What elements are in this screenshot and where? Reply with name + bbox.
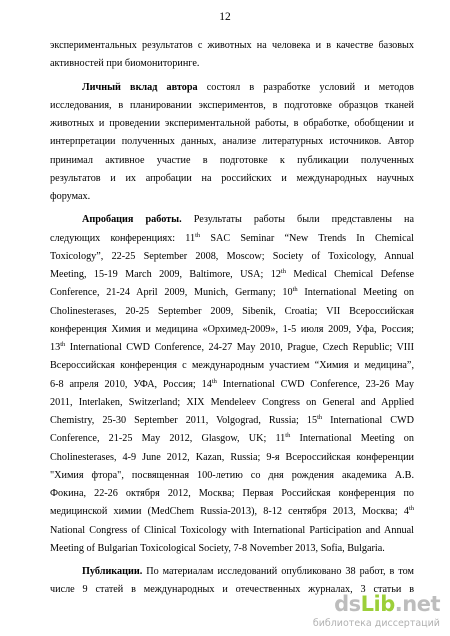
text-line: конференция Химия и медицина «Орхимед-2009», 1-5 июля 2009, Уфа, Россия; [50, 323, 414, 335]
text-line: National Congress of Clinical Toxicology with International Participation and Annual [50, 524, 414, 536]
text-line: животных и проведении экспериментальной работы, в обработке, обобщении и [50, 118, 414, 129]
text-line: интерпретации полученных данных, анализе литературных источников. Автор [50, 136, 414, 148]
text-run: состоял в разработке условий и методов [197, 81, 414, 93]
text-line [50, 284, 414, 302]
watermark-logo-accent: Lib [360, 592, 395, 616]
superscript: th [285, 432, 291, 440]
text-line: числе 9 статей в международных и отечественных журналах, 3 статьи в [50, 584, 414, 596]
text-line [50, 503, 414, 521]
superscript: th [292, 286, 298, 294]
text-line: результатов и их апробации на российских и международных научных [50, 172, 414, 184]
page-bottom-area [0, 592, 450, 636]
text-line: форумах. [50, 191, 91, 202]
text-line: Cholinesterases, 20-25 September 2009, Sibenik, Croatia; VII Всероссийская [50, 305, 414, 317]
text-line [50, 266, 414, 284]
text-line: Всероссийская конференция с международным участием “Химия и медицина”, [50, 360, 414, 372]
text-run: медицинской химии (MedChem Russia-2013), 8-12 сентября 2013, Москва; 4 [50, 506, 409, 518]
text-line: "Химия фтора", посвященная 100-летию со дня рождения академика А.В. [50, 469, 414, 481]
text-run: По материалам исследований опубликовано 38 работ, в том [142, 566, 414, 577]
body-text [50, 37, 414, 600]
text-run: International CWD [322, 415, 414, 426]
text-run: International Meeting on [290, 433, 414, 445]
text-run: Conference, 21-25 May 2012, Glasgow, UK; 11 [50, 433, 286, 445]
text-line: экспериментальных результатов с животных на человека и в качестве базовых [50, 40, 414, 51]
text-run: Результаты работы были представлены на [181, 214, 414, 226]
text-run: SAC Seminar “New Trends In Chemical [200, 232, 414, 244]
watermark-logo-suffix: .net [394, 592, 440, 616]
text-line [50, 339, 414, 357]
text-run: Meeting, 15-19 March 2009, Baltimore, USA; 12 [50, 269, 281, 280]
text-line [50, 376, 414, 394]
text-run: International CWD Conference, 23-26 May [216, 378, 414, 390]
watermark [312, 592, 440, 630]
section-heading-approbation: Апробация работы. [82, 214, 182, 226]
text-run: Medical Chemical Defense [285, 269, 414, 280]
text-line: Фокина, 22-26 октября 2012, Москва; Первая Российская конференция по [50, 488, 414, 499]
superscript: th [408, 505, 414, 513]
text-line: принимал активное участие в подготовке к публикации полученных [50, 154, 414, 166]
text-line: Toxicology”, 22-25 September 2008, Moscow; Society of Toxicology, Annual [50, 250, 414, 262]
superscript: th [317, 414, 323, 421]
text-run: 13 [50, 342, 61, 353]
superscript: th [195, 231, 201, 239]
text-line: исследования, в планировании экспериментов, в подготовке образцов тканей [50, 99, 414, 111]
superscript: th [211, 377, 217, 385]
section-heading-publications: Публикации. [82, 566, 143, 577]
text-run: International Meeting on [297, 287, 414, 299]
text-run: 6-8 апреля 2010, УФА, Россия; 14 [50, 378, 212, 390]
text-line: активностей при биомониторинге. [50, 58, 200, 70]
superscript: th [280, 268, 286, 275]
text-run: Conference, 21-24 April 2009, Munich, Germany; 10 [50, 287, 293, 299]
text-line [50, 230, 414, 248]
text-run: Chemistry, 25-30 September 2011, Volgograd, Russia; 15 [50, 415, 318, 426]
section-heading-personal-contribution: Личный вклад автора [82, 81, 198, 93]
text-run: следующих конференциях: 11 [50, 232, 196, 244]
watermark-subtitle: библиотека диссертаций [312, 618, 440, 629]
text-run: International CWD Conference, 24-27 May 2010, Prague, Czech Republic; VIII [65, 342, 414, 353]
text-line [50, 430, 414, 448]
superscript: th [60, 341, 66, 348]
paragraph-personal-contribution [50, 79, 414, 97]
paragraph-approbation [50, 211, 414, 229]
text-line: Meeting of Bulgarian Toxicological Society, 7-8 November 2013, Sofia, Bulgaria. [50, 542, 385, 554]
watermark-logo [334, 592, 440, 616]
text-line: 2011, Interlaken, Switzerland; XIX Mendeleev Congress on General and Applied [50, 396, 414, 408]
paragraph-publications [50, 563, 414, 581]
text-line [50, 412, 414, 430]
text-line: Cholinesterases, 4-9 June 2012, Kazan, Russia; 9-я Всероссийская конференции [50, 451, 414, 463]
watermark-logo-prefix: ds [334, 592, 361, 616]
page-number: 12 [219, 11, 231, 23]
